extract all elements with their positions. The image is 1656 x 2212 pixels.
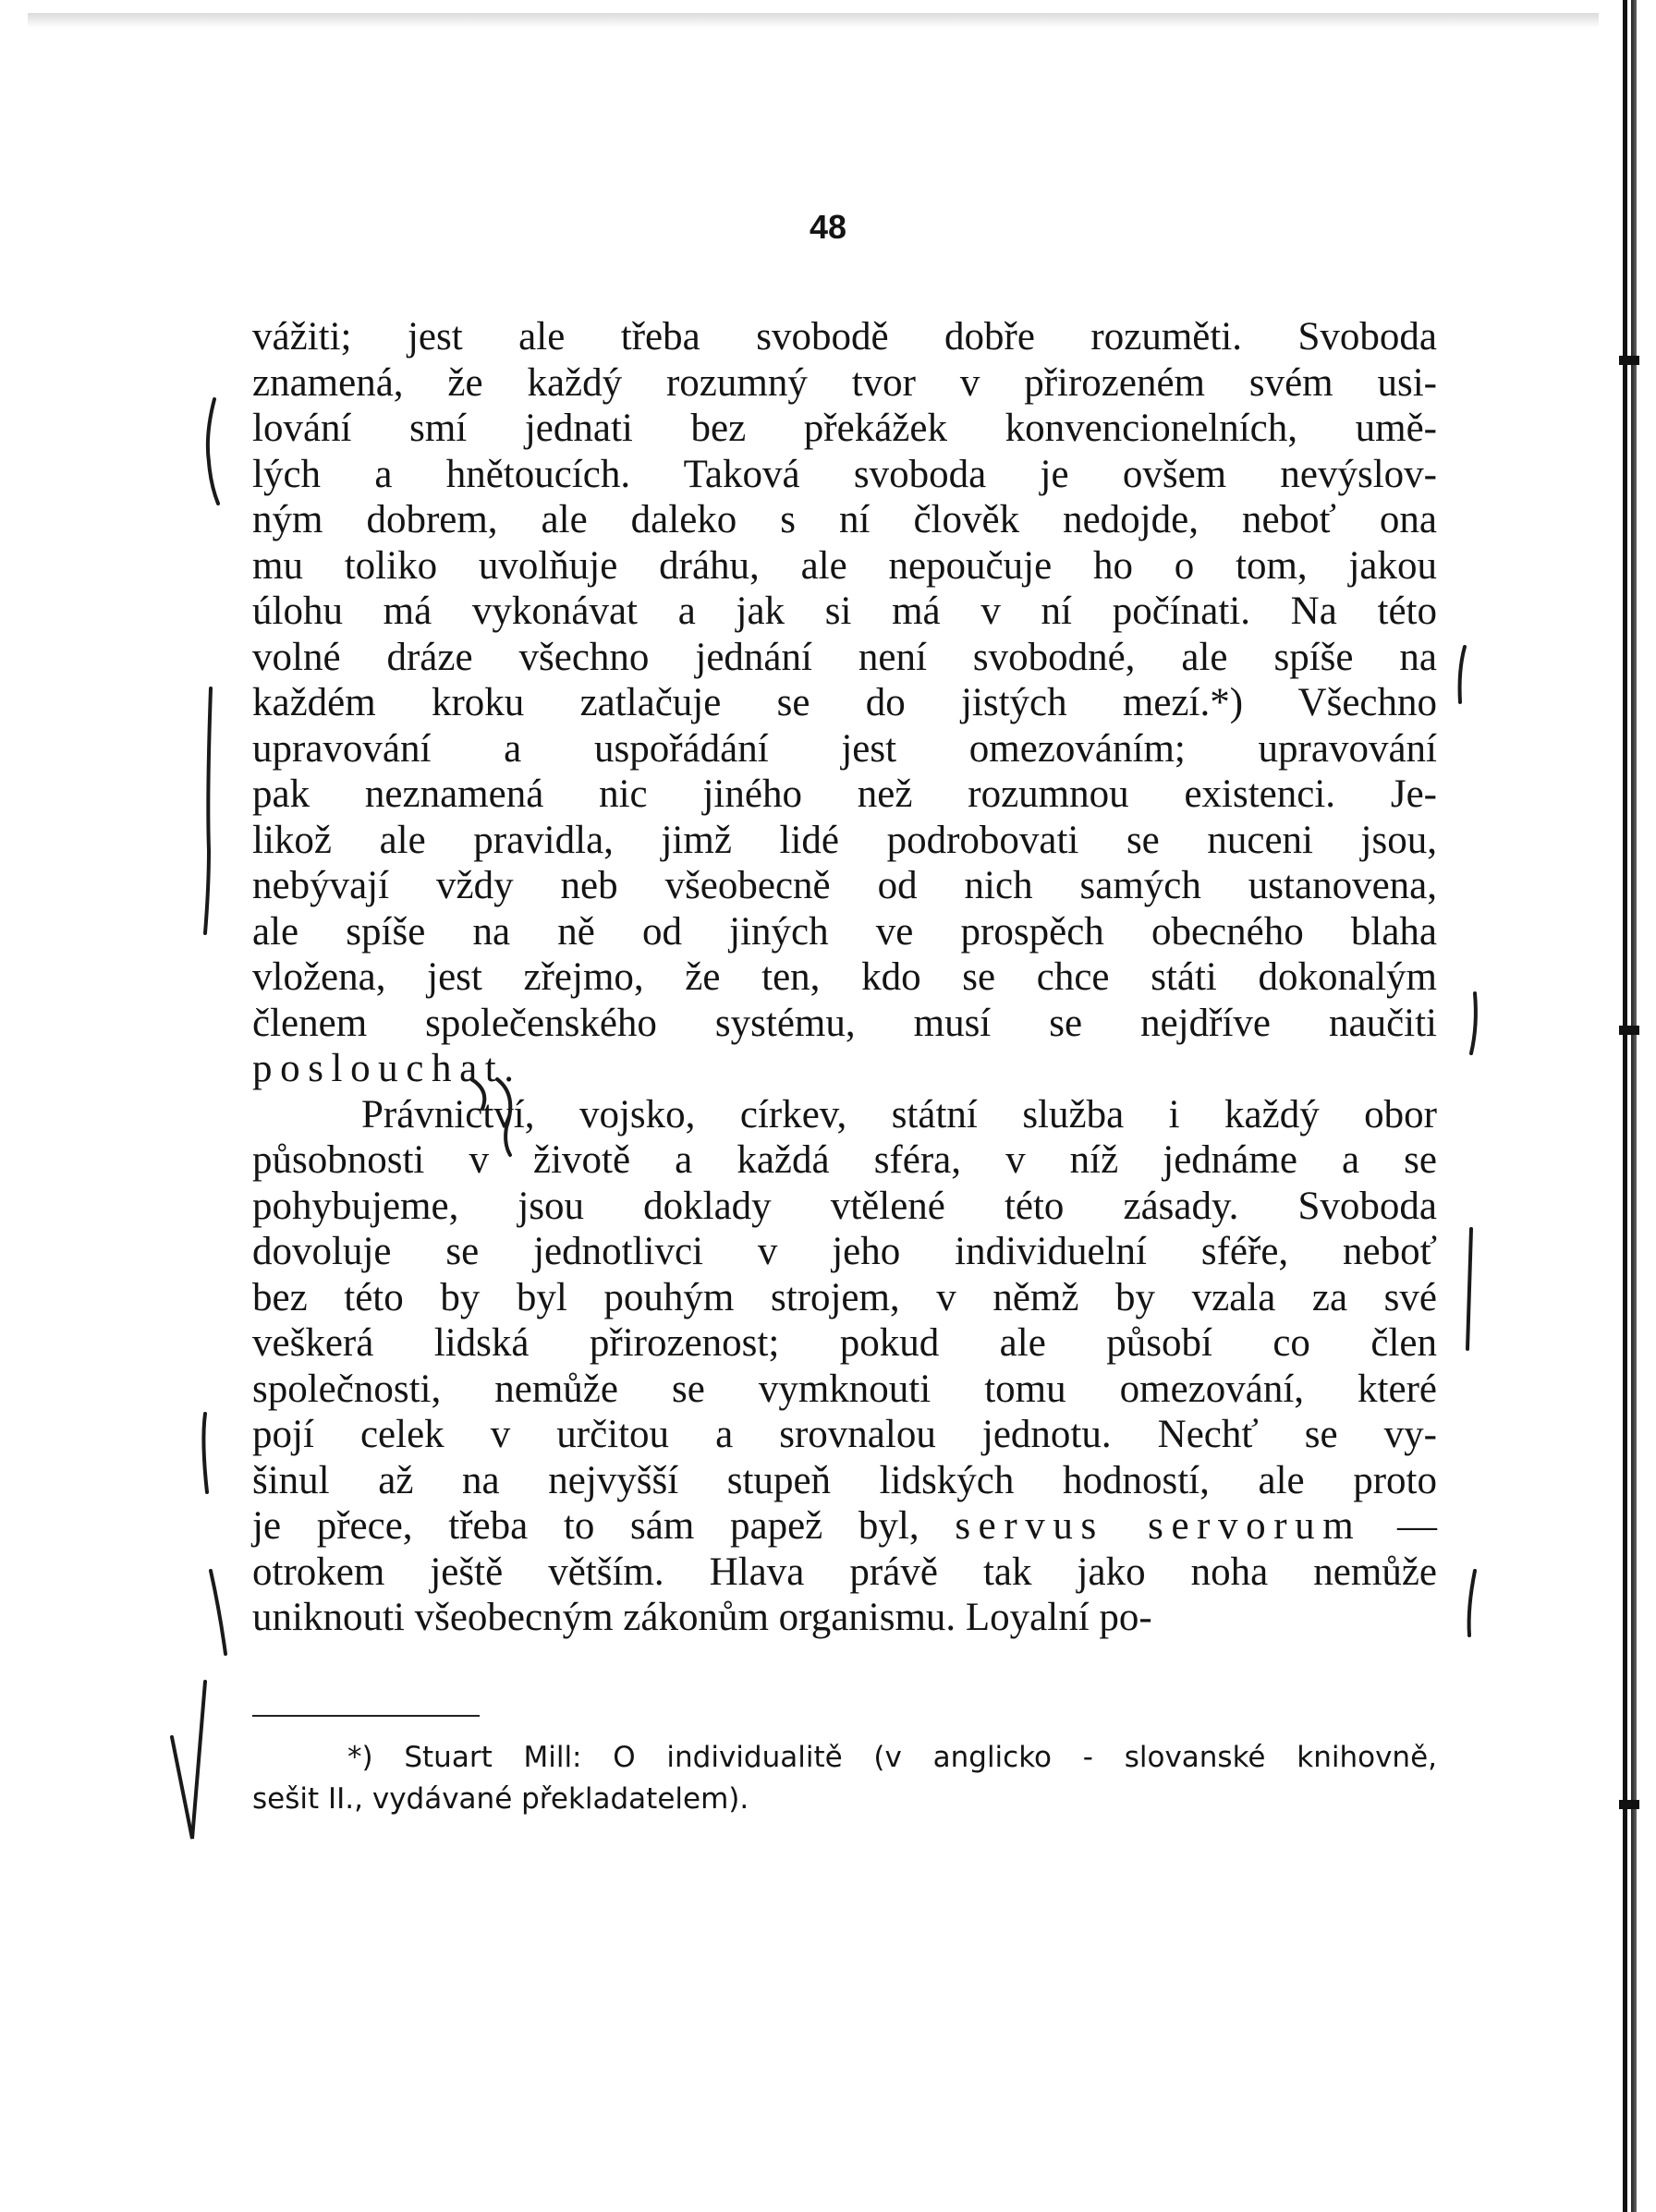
text-line: znamená, že každý rozumný tvor v přirozeném svém usi-: [252, 360, 1437, 405]
margin-line-mark: [203, 1414, 207, 1492]
text-line: lých a hnětoucích. Taková svoboda je ovšem nevýslov-: [252, 452, 1437, 496]
text-line: šinul až na nejvyšší stupeň lidských hodností, ale proto: [252, 1458, 1437, 1502]
margin-line-mark: [211, 1571, 225, 1654]
text-line: bez této by byl pouhým strojem, v němž by vzala za své: [252, 1275, 1437, 1319]
text-line: lování smí jednati bez překážek konvencionelních, umě-: [252, 407, 1437, 450]
text-span: —: [1397, 1504, 1438, 1548]
footnote-line: sešit II., vydávané překladatelem).: [252, 1782, 749, 1816]
text-line: likož ale pravidla, jimž lidé podrobovati se nuceni jsou,: [252, 818, 1437, 862]
text-line: volné dráze všechno jednání není svobodné, ale spíše na: [252, 635, 1437, 679]
text-line: upravování a uspořádání jest omezováním; upravování: [252, 726, 1437, 771]
text-span: je přece, třeba to sám papež byl,: [252, 1504, 919, 1548]
emphasized-text: servus servorum: [955, 1504, 1362, 1548]
text-line: veškerá lidská přirozenost; pokud ale působí co člen: [252, 1321, 1437, 1365]
text-line: poslouchat.: [252, 1047, 522, 1090]
footnote-line: *) Stuart Mill: O individualitě (v anglicko - slovanské knihovně,: [347, 1741, 1437, 1774]
text-line: působnosti v životě a každá sféra, v níž jednáme a se: [252, 1138, 1437, 1182]
text-line: vážiti; jest ale třeba svobodě dobře rozuměti. Svoboda: [252, 315, 1437, 359]
text-line: ale spíše na ně od jiných ve prospěch obecného blaha: [252, 909, 1437, 954]
text-line: pojí celek v určitou a srovnalou jednotu. Nechť se vy-: [252, 1413, 1437, 1456]
text-line: členem společenského systému, musí se nejdříve naučiti: [252, 1001, 1437, 1045]
margin-bracket-mark: [1471, 993, 1476, 1053]
text-line: ným dobrem, ale daleko s ní člověk nedojde, neboť ona: [252, 498, 1437, 541]
text-line: pak neznamená nic jiného než rozumnou existenci. Je-: [252, 772, 1437, 816]
text-line: pohybujeme, jsou doklady vtělené této zásady. Svoboda: [252, 1184, 1437, 1228]
text-line: vložena, jest zřejmo, že ten, kdo se chce státi dokonalým: [252, 955, 1437, 999]
margin-bracket-mark: [208, 399, 218, 504]
text-line: mu toliko uvolňuje dráhu, ale nepoučuje ho o tom, jakou: [252, 543, 1437, 588]
text-line: dovoluje se jednotlivci v jeho individuelní sféře, neboť: [252, 1230, 1437, 1273]
page-number: 48: [809, 208, 847, 246]
margin-line-mark: [1467, 1229, 1471, 1349]
text-line: uniknouti všeobecným zákonům organismu. Loyalní po-: [252, 1596, 1152, 1639]
text-line: společnosti, nemůže se vymknouti tomu omezování, které: [252, 1367, 1437, 1411]
margin-bracket-mark: [1469, 1571, 1475, 1635]
bracket-mark: [471, 1079, 484, 1109]
text-line: otrokem ještě větším. Hlava právě tak jako noha nemůže: [252, 1550, 1437, 1594]
text-line: úlohu má vykonávat a jak si má v ní počínati. Na této: [252, 589, 1437, 633]
margin-line-mark: [205, 688, 211, 933]
text-line: nebývají vždy neb všeobecně od nich samých ustanovena,: [252, 864, 1437, 907]
text-line: Právnictví, vojsko, církev, státní služba i každý obor: [361, 1092, 1437, 1136]
text-line: každém kroku zatlačuje se do jistých mezí.*) Všechno: [252, 681, 1437, 724]
margin-v-mark: [172, 1682, 205, 1839]
margin-bracket-mark: [1460, 647, 1465, 702]
bracket-mark: [497, 1079, 510, 1155]
